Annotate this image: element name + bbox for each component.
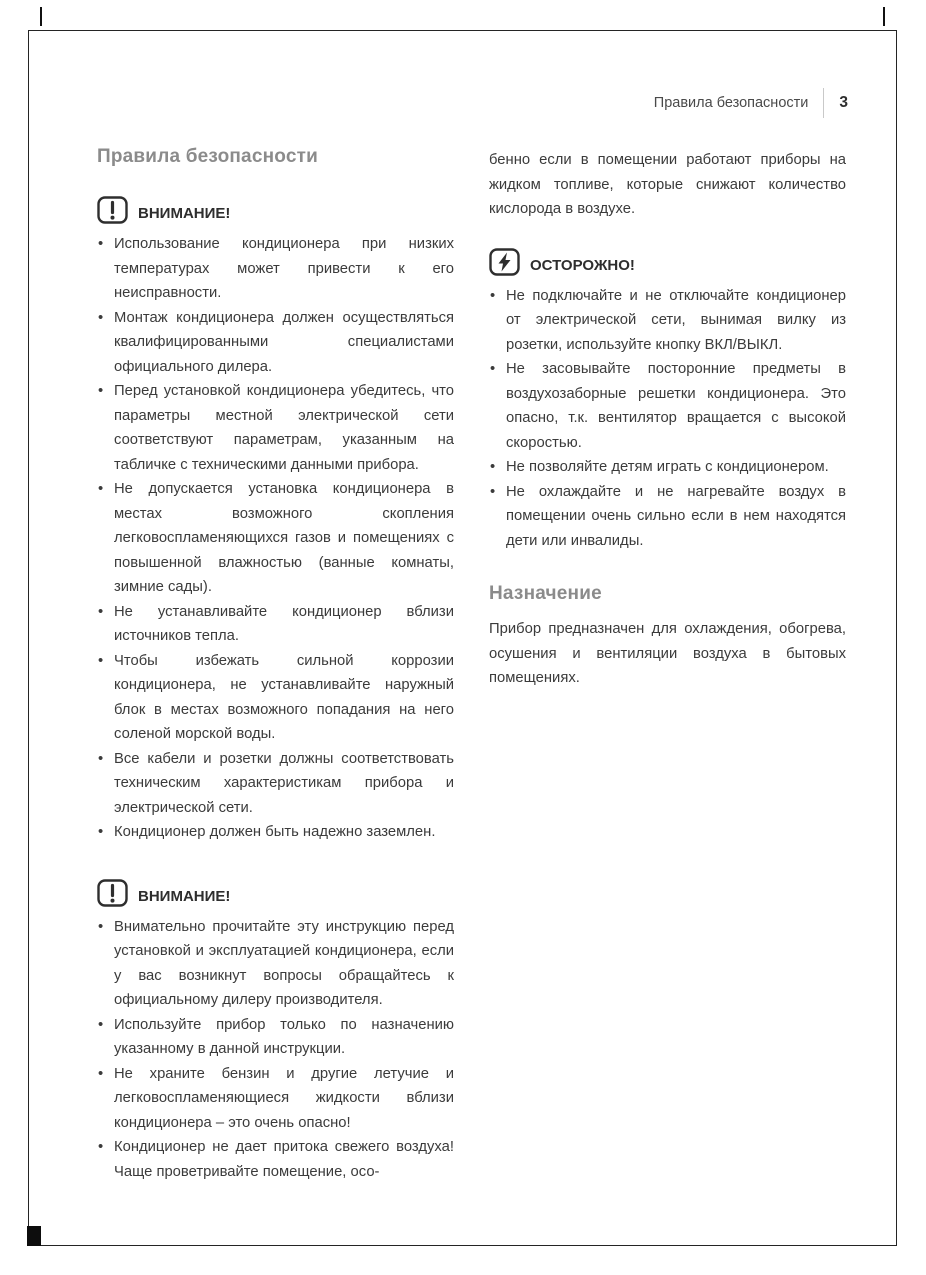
left-column — [97, 140, 454, 1184]
safety-rule-item: • Не устанавливайте кондиционер вблизи источников тепла. — [97, 600, 454, 649]
section-title: Правила безопасности — [97, 146, 318, 167]
safety-rule-item: • Кондиционер не дает притока свежего воздуха! Чаще проветривайте помещение, осо- — [97, 1135, 454, 1184]
continuation-paragraph: бенно если в помещении работают приборы на жидком топливе, которые снижают количество кислорода в воздухе. — [489, 152, 846, 217]
lightning-icon — [489, 248, 520, 276]
caution-list — [489, 284, 846, 554]
purpose-section-title: Назначение — [489, 583, 602, 604]
running-header-title: Правила безопасности — [653, 95, 809, 111]
safety-rule-item: • Не подключайте и не отключайте кондиционер от электрической сети, вынимая вилку из розетки, используйте кнопку ВКЛ/ВЫКЛ. — [489, 284, 846, 358]
attention-block-1-header — [97, 196, 454, 224]
exclamation-icon — [97, 196, 128, 224]
safety-rule-item: • Не позволяйте детям играть с кондиционером. — [489, 455, 846, 480]
purpose-paragraph: Прибор предназначен для охлаждения, обогрева, осушения и вентиляции воздуха в бытовых помещениях. — [489, 621, 846, 686]
safety-rule-item: • Внимательно прочитайте эту инструкцию перед установкой и эксплуатацией кондиционера, если у вас возникнут вопросы обращайтесь к официальному дилеру производителя. — [97, 915, 454, 1013]
attention-list-2 — [97, 915, 454, 1185]
safety-rule-item: • Чтобы избежать сильной коррозии кондиционера, не устанавливайте наружный блок в местах возможного попадания на него соленой морской воды. — [97, 649, 454, 747]
safety-rule-item: • Использование кондиционера при низких температурах может привести к его неисправности. — [97, 232, 454, 306]
safety-rule-item: • Не храните бензин и другие летучие и легковоспламеняющиеся жидкости вблизи кондиционера – это очень опасно! — [97, 1062, 454, 1136]
right-column — [489, 140, 846, 691]
caution-block-header — [489, 248, 846, 276]
attention-label: ВНИМАНИЕ! — [138, 205, 231, 222]
header-divider — [823, 88, 824, 118]
safety-rule-item: • Не засовывайте посторонние предметы в воздухозаборные решетки кондиционера. Это опасно, т.к. вентилятор вращается с высокой скоростью. — [489, 357, 846, 455]
attention-block-2-header — [97, 879, 454, 907]
safety-rule-item: • Все кабели и розетки должны соответствовать техническим характеристикам прибора и электрической сети. — [97, 747, 454, 821]
running-header — [654, 88, 848, 118]
crop-mark-top-right — [883, 7, 885, 26]
safety-rule-item: • Монтаж кондиционера должен осуществляться квалифицированными специалистами официального дилера. — [97, 306, 454, 380]
crop-mark-top-left — [40, 7, 42, 26]
safety-rule-item: • Не охлаждайте и не нагревайте воздух в помещении очень сильно если в нем находятся дети или инвалиды. — [489, 480, 846, 554]
attention-list-1 — [97, 232, 454, 845]
safety-rule-item: • Перед установкой кондиционера убедитесь, что параметры местной электрической сети соответствуют параметрам, указанным на табличке с техническими данными прибора. — [97, 379, 454, 477]
page-number: 3 — [839, 94, 848, 111]
caution-label: ОСТОРОЖНО! — [530, 256, 635, 274]
safety-rule-item: • Используйте прибор только по назначению указанному в данной инструкции. — [97, 1013, 454, 1062]
print-registration-mark — [27, 1226, 41, 1246]
safety-rule-item: • Не допускается установка кондиционера в местах возможного скопления легковоспламеняющихся газов и помещениях с повышенной влажностью (ванные комнаты, зимние сады). — [97, 477, 454, 600]
attention-label: ВНИМАНИЕ! — [138, 887, 231, 905]
exclamation-icon — [97, 879, 128, 907]
safety-rule-item: • Кондиционер должен быть надежно заземлен. — [97, 820, 454, 845]
